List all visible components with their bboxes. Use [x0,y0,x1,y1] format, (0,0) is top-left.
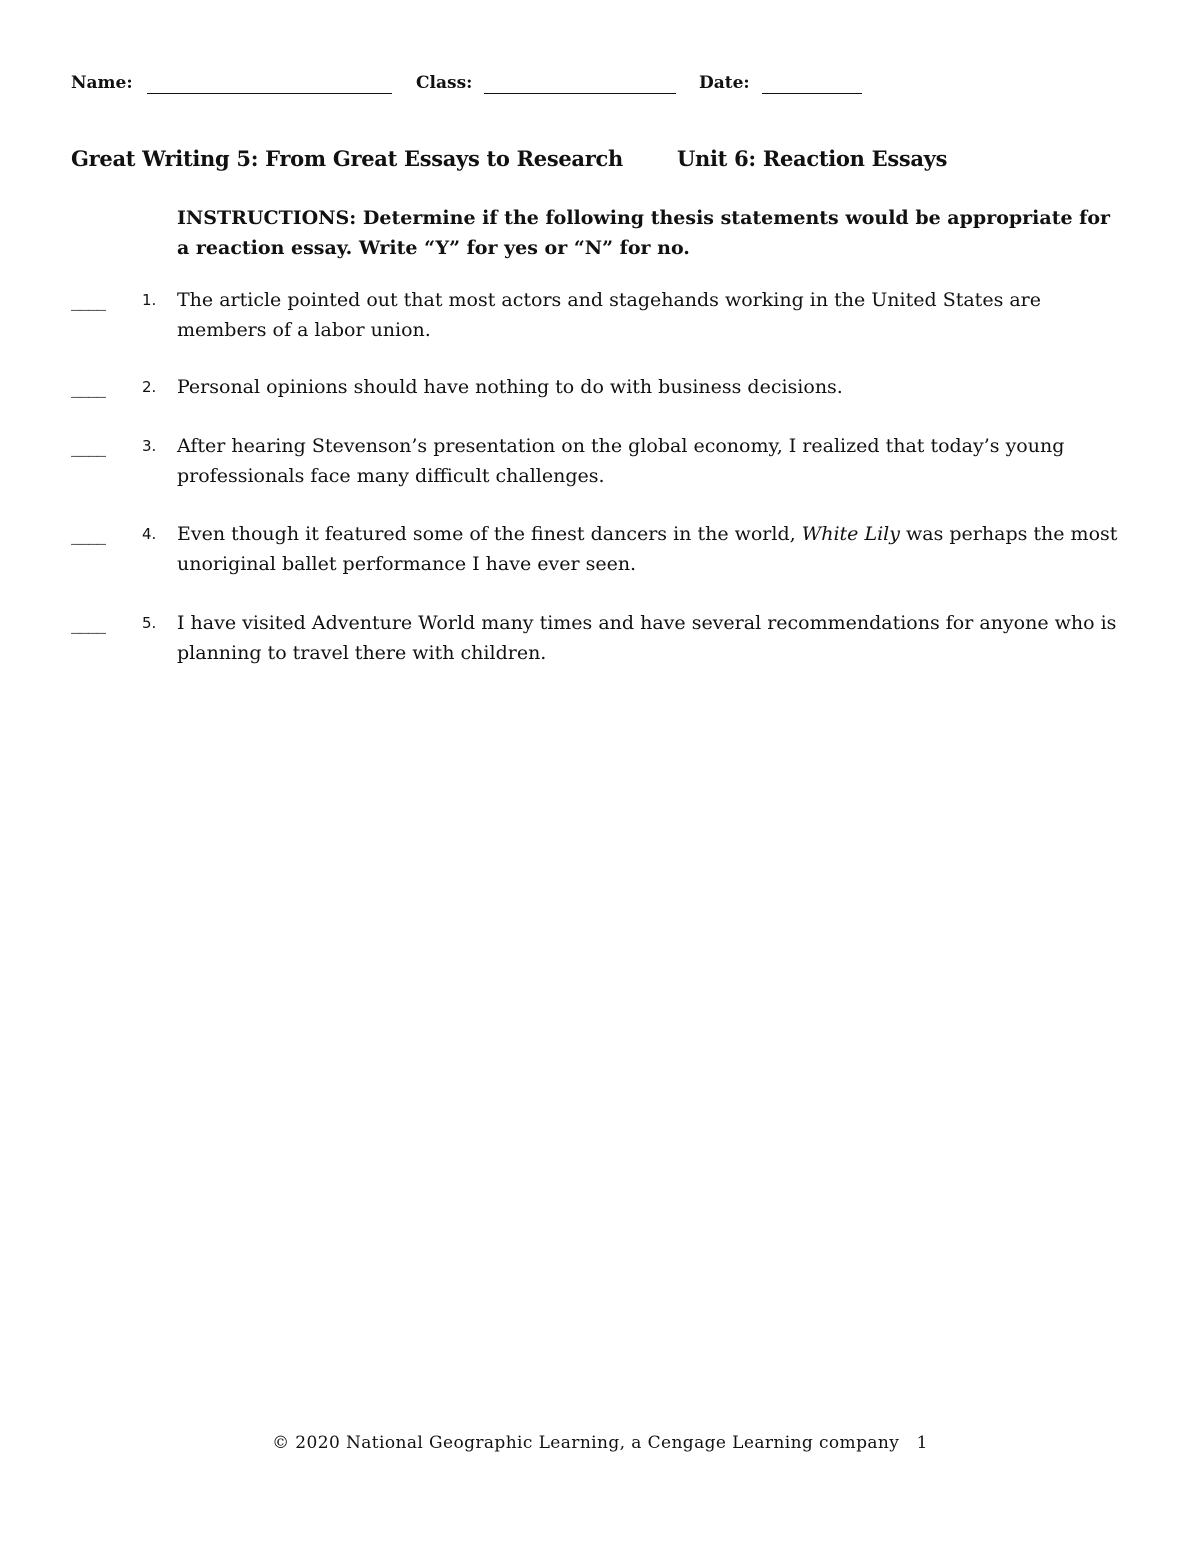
answer-blank[interactable]: ____ [71,612,105,634]
item-text: The article pointed out that most actors and stagehands working in the United States are members of a labor union. [177,289,1042,341]
answer-blank[interactable]: ____ [71,435,105,457]
item-text: After hearing Stevenson’s presentation on the global economy, I realized that today’s young professionals face many difficult challenges. [177,435,1065,487]
item-text: I have visited Adventure World many times and have several recommendations for anyone who is planning to travel there with children. [177,612,1117,664]
page-footer [0,1433,1200,1453]
item-text [177,519,1127,579]
answer-blank[interactable]: ____ [71,289,105,311]
item-number: 4. [142,525,157,543]
item-text: Personal opinions should have nothing to do with business decisions. [177,376,843,398]
item-number: 2. [142,378,157,396]
copyright-text: © 2020 National Geographic Learning, a Cengage Learning company [272,1433,900,1453]
item-text-before: Even though it featured some of the finest dancers in the world, [177,523,802,545]
item-number: 5. [142,614,157,632]
class-blank-line[interactable] [484,93,676,94]
book-title: Great Writing 5: From Great Essays to Research [71,146,623,171]
item-text-italic-title: White Lily [801,523,900,545]
date-label: Date: [699,73,750,93]
page-number: 1 [916,1433,928,1453]
date-blank-line[interactable] [762,93,862,94]
unit-title: Unit 6: Reaction Essays [677,146,948,171]
item-number: 3. [142,437,157,455]
answer-blank[interactable]: ____ [71,523,105,545]
answer-blank[interactable]: ____ [71,376,105,398]
class-label: Class: [416,73,473,93]
item-text-after: was perhaps the most unoriginal ballet performance I have ever seen. [177,523,1118,575]
instructions: INSTRUCTIONS: Determine if the following thesis statements would be appropriate for a reaction essay. Write “Y” for yes or “N” for no. [177,207,1111,259]
name-blank-line[interactable] [147,93,392,94]
item-number: 1. [142,291,157,309]
name-label: Name: [71,73,133,93]
